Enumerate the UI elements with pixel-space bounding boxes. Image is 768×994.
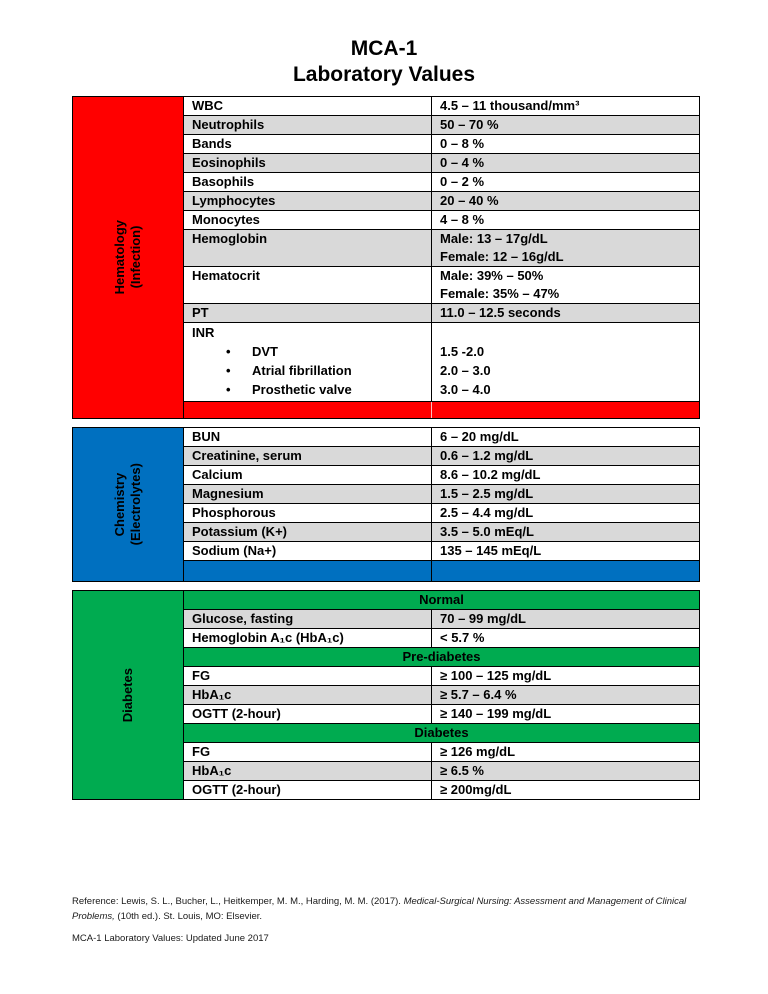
reference-text: (10th ed.). St. Louis, MO: Elsevier. [114, 911, 263, 922]
title-line-1: MCA-1 [350, 37, 418, 60]
row-value: ≥ 5.7 – 6.4 % [440, 687, 517, 702]
side-label-line: Hematology [112, 220, 127, 295]
reference-line-2 [72, 909, 700, 924]
row-label: HbA₁c [184, 762, 432, 780]
row-value-line: Female: 12 – 16g/dL [440, 249, 564, 264]
filler-cell [184, 561, 432, 581]
row-label: Neutrophils [184, 116, 432, 134]
bullet-item [192, 361, 431, 380]
chemistry-side-label [112, 463, 144, 545]
inr-label: INR [192, 325, 215, 340]
side-label-line: (Electrolytes) [128, 463, 143, 546]
table-row [184, 504, 699, 523]
subheader-label: Diabetes [414, 725, 469, 740]
bullet-label: • Prosthetic valve [252, 382, 352, 397]
table-row [184, 428, 699, 447]
subheader-label: Normal [419, 592, 464, 607]
table-row [184, 743, 699, 762]
chemistry-rows [184, 428, 699, 581]
table-row [184, 542, 699, 561]
diabetes-side-label [120, 668, 136, 722]
bullet-item [192, 380, 431, 399]
side-label-line: Diabetes [120, 667, 135, 723]
row-label [184, 323, 432, 401]
row-value: 50 – 70 % [440, 117, 499, 132]
table-row [184, 781, 699, 799]
document-title [0, 0, 768, 88]
footer-reference [72, 894, 700, 924]
row-value: ≥ 200mg/dL [440, 782, 512, 797]
row-value: 0 – 4 % [440, 155, 485, 170]
row-value [432, 323, 699, 401]
row-value-line: Female: 35% – 47% [440, 286, 560, 301]
subheader-prediabetes [184, 648, 699, 667]
row-label: Lymphocytes [184, 192, 432, 210]
row-value: 2.5 – 4.4 mg/dL [440, 505, 534, 520]
section-filler-row [184, 561, 699, 581]
row-value: 135 – 145 mEq/L [440, 543, 542, 558]
row-value: 4.5 – 11 thousand/mm³ [440, 98, 580, 113]
row-value: 3.5 – 5.0 mEq/L [440, 524, 534, 539]
filler-cell [184, 402, 432, 418]
row-value [432, 230, 699, 266]
spacer [440, 323, 699, 342]
section-hematology [72, 96, 700, 419]
row-value [432, 267, 699, 303]
row-value: 70 – 99 mg/dL [440, 611, 526, 626]
row-value: 1.5 – 2.5 mg/dL [440, 486, 534, 501]
row-label: Sodium (Na+) [184, 542, 432, 560]
row-label: Phosphorous [184, 504, 432, 522]
hematology-rows [184, 97, 699, 418]
row-value: 4 – 8 % [440, 212, 485, 227]
inr-value: 3.0 – 4.0 [440, 382, 491, 397]
reference-title-italic: Medical-Surgical Nursing: Assessment and Management of Clinical [403, 896, 687, 907]
subheader-diabetes [184, 724, 699, 743]
footer-updated: MCA-1 Laboratory Values: Updated June 2017 [72, 933, 269, 944]
hematology-side-panel [73, 97, 184, 418]
side-label-line: Chemistry [112, 472, 127, 537]
row-label: Eosinophils [184, 154, 432, 172]
row-value: < 5.7 % [440, 630, 485, 645]
row-label: Hematocrit [184, 267, 432, 303]
hematology-side-label [112, 220, 144, 294]
filler-cell [432, 402, 699, 418]
row-label: Bands [184, 135, 432, 153]
subheader-label: Pre-diabetes [402, 649, 481, 664]
chemistry-side-panel [73, 428, 184, 581]
row-label: Glucose, fasting [184, 610, 432, 628]
row-value: ≥ 100 – 125 mg/dL [440, 668, 552, 683]
row-label: OGTT (2-hour) [184, 781, 432, 799]
row-label: BUN [184, 428, 432, 446]
title-line-2: Laboratory Values [292, 63, 476, 86]
section-chemistry [72, 427, 700, 582]
reference-title-italic: Problems, [72, 911, 115, 922]
lab-values-tables [72, 96, 700, 800]
row-value: 0 – 8 % [440, 136, 485, 151]
table-row-inr [184, 323, 699, 402]
table-row [184, 304, 699, 323]
row-label: WBC [184, 97, 432, 115]
table-row [184, 610, 699, 629]
table-row [184, 154, 699, 173]
table-row [184, 762, 699, 781]
row-label: Monocytes [184, 211, 432, 229]
filler-cell [432, 561, 699, 581]
table-row [184, 629, 699, 648]
diabetes-rows [184, 591, 699, 799]
table-row [184, 466, 699, 485]
row-label: Magnesium [184, 485, 432, 503]
row-label: Calcium [184, 466, 432, 484]
table-row [184, 211, 699, 230]
row-label: Basophils [184, 173, 432, 191]
row-label: Creatinine, serum [184, 447, 432, 465]
row-label: FG [184, 667, 432, 685]
row-value: ≥ 140 – 199 mg/dL [440, 706, 552, 721]
row-label: Hemoglobin [184, 230, 432, 266]
row-label: OGTT (2-hour) [184, 705, 432, 723]
table-row [184, 667, 699, 686]
bullet-label: • Atrial fibrillation [252, 363, 352, 378]
inr-value: 2.0 – 3.0 [440, 363, 491, 378]
row-value: 6 – 20 mg/dL [440, 429, 519, 444]
table-row [184, 192, 699, 211]
row-value: 0 – 2 % [440, 174, 485, 189]
row-value-line: Male: 13 – 17g/dL [440, 231, 548, 246]
inr-value: 1.5 -2.0 [440, 344, 485, 359]
table-row [184, 173, 699, 192]
row-label: HbA₁c [184, 686, 432, 704]
bullet-item [192, 342, 431, 361]
table-row [184, 97, 699, 116]
reference-text: Reference: Lewis, S. L., Bucher, L., Heitkemper, M. M., Harding, M. M. (2017). [72, 896, 404, 907]
table-row [184, 485, 699, 504]
row-value: 0.6 – 1.2 mg/dL [440, 448, 534, 463]
diabetes-side-panel [73, 591, 184, 799]
subheader-normal [184, 591, 699, 610]
bullet-label: • DVT [252, 344, 278, 359]
table-row [184, 523, 699, 542]
side-label-line: (Infection) [128, 226, 143, 289]
reference-line-1 [72, 894, 700, 909]
row-value-line: Male: 39% – 50% [440, 268, 544, 283]
table-row [184, 267, 699, 304]
row-value: ≥ 126 mg/dL [440, 744, 516, 759]
table-row [184, 447, 699, 466]
table-row [184, 705, 699, 724]
table-row [184, 230, 699, 267]
row-label: Potassium (K+) [184, 523, 432, 541]
row-value: 20 – 40 % [440, 193, 499, 208]
row-value: 8.6 – 10.2 mg/dL [440, 467, 541, 482]
row-label: Hemoglobin A₁c (HbA₁c) [184, 629, 432, 647]
section-diabetes [72, 590, 700, 800]
table-row [184, 135, 699, 154]
section-filler-row [184, 402, 699, 418]
table-row [184, 686, 699, 705]
row-value: 11.0 – 12.5 seconds [440, 305, 561, 320]
row-value: ≥ 6.5 % [440, 763, 484, 778]
row-label: PT [184, 304, 432, 322]
table-row [184, 116, 699, 135]
row-label: FG [184, 743, 432, 761]
